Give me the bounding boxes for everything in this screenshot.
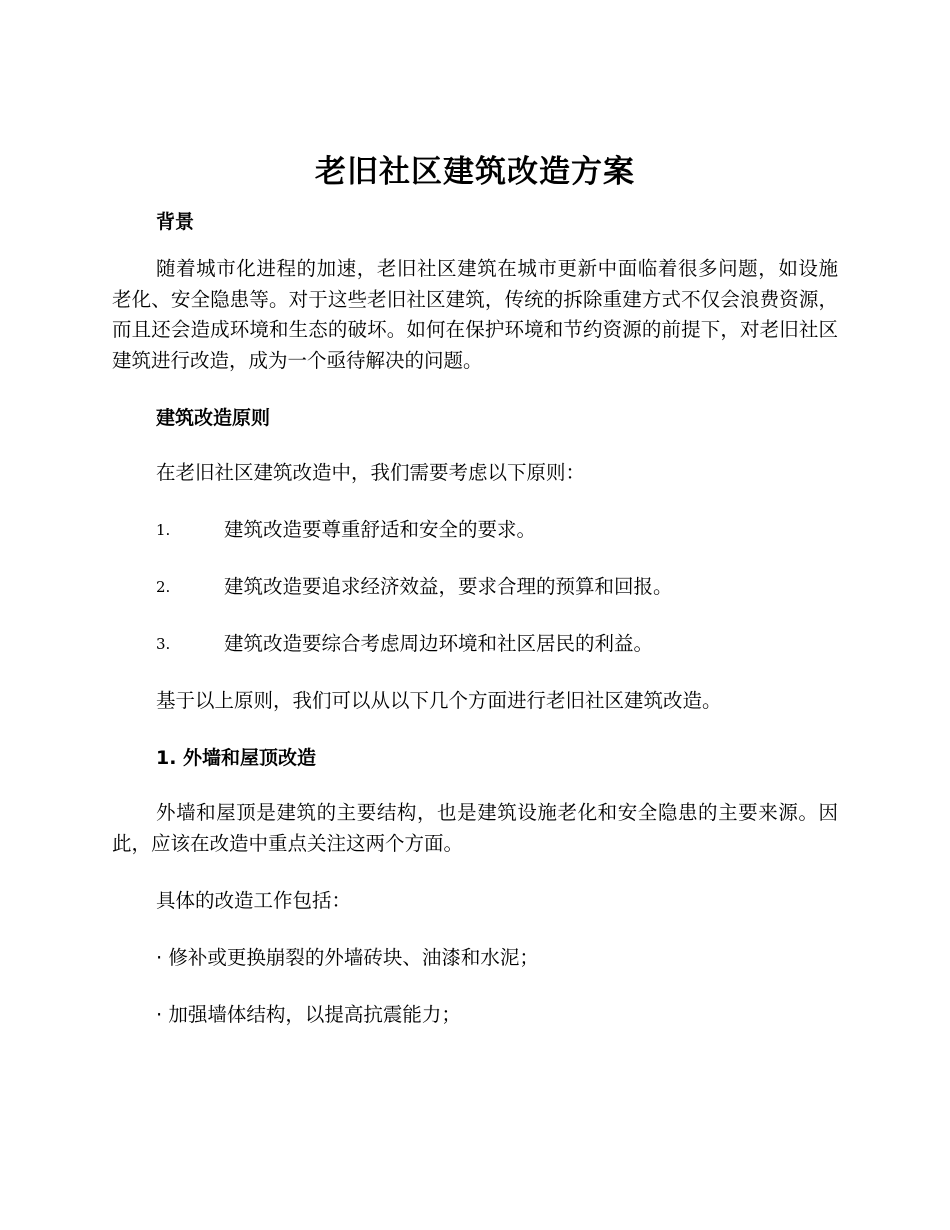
principles-conclusion: 基于以上原则，我们可以从以下几个方面进行老旧社区建筑改造。	[156, 689, 722, 712]
list-item-text: 建筑改造要追求经济效益，要求合理的预算和回报。	[224, 575, 673, 598]
principles-intro: 在老旧社区建筑改造中，我们需要考虑以下原则：	[156, 461, 586, 484]
list-item-number: 2.	[156, 578, 171, 596]
work-intro: 具体的改造工作包括：	[156, 889, 352, 912]
list-item-number: 1.	[156, 521, 171, 539]
wall-roof-paragraph: 外墙和屋顶是建筑的主要结构，也是建筑设施老化和安全隐患的主要来源。因此，应该在改造中重点关注这两个方面。	[112, 801, 838, 855]
section-heading-wall-roof: 1. 外墙和屋顶改造	[156, 747, 317, 769]
list-item	[112, 572, 838, 602]
list-item-text: 建筑改造要综合考虑周边环境和社区居民的利益。	[224, 632, 654, 655]
list-item-number: 3.	[156, 635, 171, 653]
background-paragraph: 随着城市化进程的加速，老旧社区建筑在城市更新中面临着很多问题，如设施老化、安全隐患等。对于这些老旧社区建筑，传统的拆除重建方式不仅会浪费资源，而且还会造成环境和生态的破坏。如何在保护环境和节约资源的前提下，对老旧社区建筑进行改造，成为一个亟待解决的问题。	[112, 257, 838, 372]
document-title: 老旧社区建筑改造方案	[315, 154, 635, 190]
list-item-text: 建筑改造要尊重舒适和安全的要求。	[224, 518, 537, 541]
list-item	[112, 515, 838, 545]
bullet-item: · 修补或更换崩裂的外墙砖块、油漆和水泥；	[156, 946, 539, 969]
bullet-item: · 加强墙体结构，以提高抗震能力；	[156, 1003, 461, 1026]
list-item	[112, 629, 838, 659]
section-heading-principles: 建筑改造原则	[156, 407, 271, 429]
section-heading-background: 背景	[156, 211, 195, 233]
